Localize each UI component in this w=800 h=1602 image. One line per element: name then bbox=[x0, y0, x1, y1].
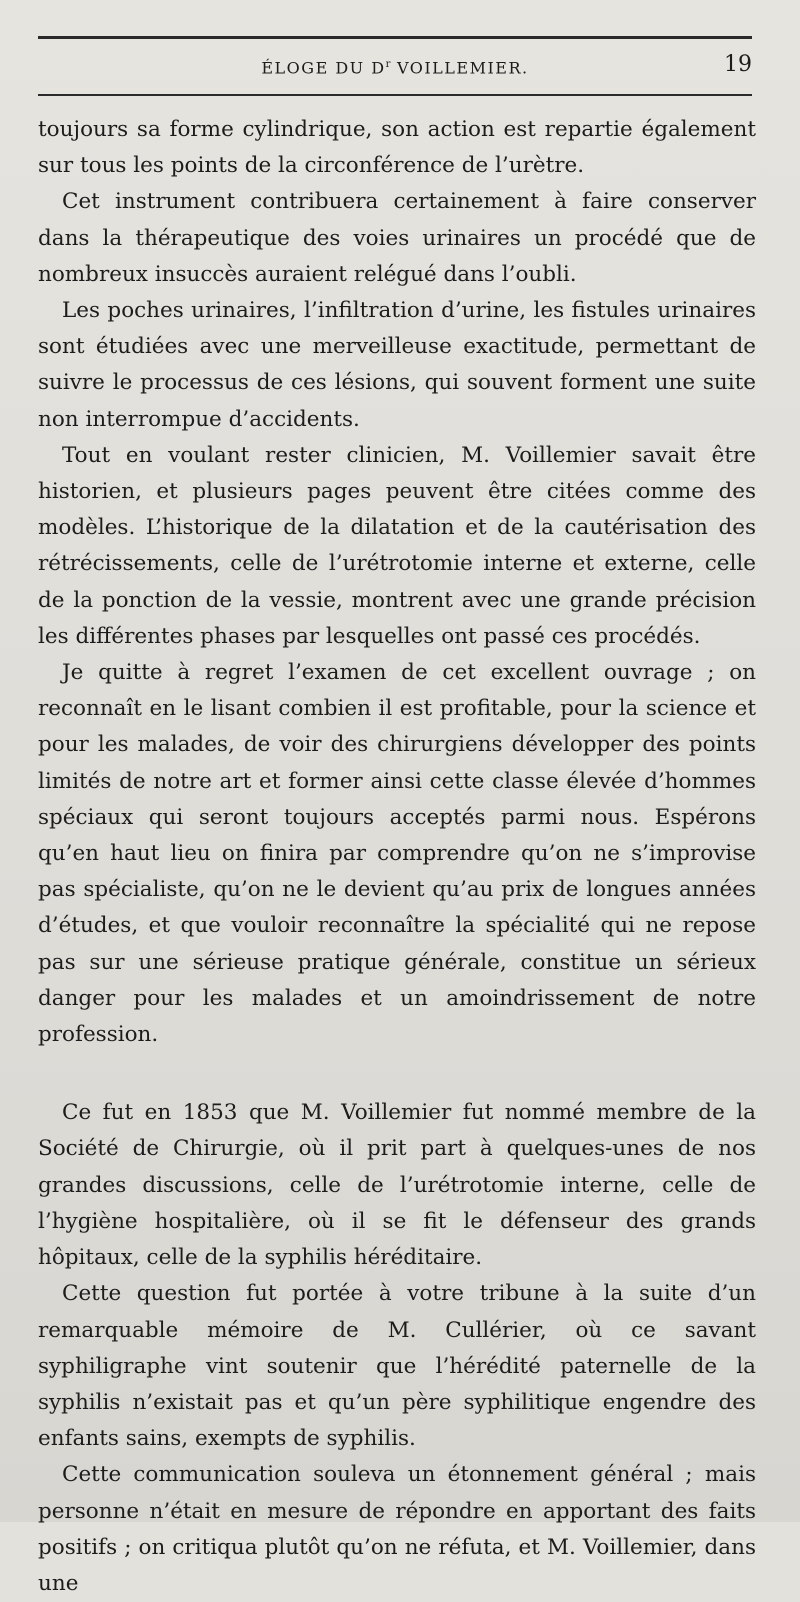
paragraph: Je quitte à regret l’examen de cet excellent ouvrage ; on reconnaît en le lisant combien il est profitable, pour la science et pour les malades, de voir des chirurgiens développer des points limités de notre art et former ainsi cette classe élevée d’hommes spéciaux qui seront toujours acceptés parmi nous. Espérons qu’en haut lieu on finira par comprendre qu’on ne s’improvise pas spécialiste, qu’on ne le devient qu’au prix de longues années d’études, et que vouloir reconnaître la spécialité qui ne repose pas sur une sérieuse pratique générale, constitue un sérieux danger pour les malades et un amoindrissement de notre profession. bbox=[38, 660, 756, 1048]
paragraph: Cette question fut portée à votre tribune à la suite d’un remarquable mémoire de M. Cullérier, où ce savant syphiligraphe vint soutenir que l’hérédité paternelle de la syphilis n’existait pas et qu’un père syphilitique engendre des enfants sains, exempts de syphilis. bbox=[38, 1281, 756, 1452]
header-rule-bottom bbox=[38, 94, 752, 96]
running-title-main: ÉLOGE DU D bbox=[261, 58, 386, 78]
paragraph: toujours sa forme cylindrique, son action est repartie également sur tous les points de la circonférence de l’urètre. bbox=[38, 117, 756, 179]
running-title bbox=[38, 50, 752, 83]
running-title-sup: r bbox=[385, 59, 391, 70]
running-head bbox=[38, 50, 752, 80]
paragraph: Ce fut en 1853 que M. Voillemier fut nommé membre de la Société de Chirurgie, où il prit part à quelques-unes de nos grandes discussions, celle de l’urétrotomie interne, celle de l’hygiène hospitalière, où il se fit le défenseur des grands hôpitaux, celle de la syphilis héréditaire. bbox=[38, 1100, 756, 1271]
section-break bbox=[38, 1053, 756, 1095]
paragraph: Tout en voulant rester clinicien, M. Voillemier savait être historien, et plusieurs pages peuvent être citées comme des modèles. L’historique de la dilatation et de la cautérisation des rétrécissements, celle de l’urétrotomie interne et externe, celle de la ponction de la vessie, montrent avec une grande précision les différentes phases par lesquelles ont passé ces procédés. bbox=[38, 442, 756, 649]
paragraph: Les poches urinaires, l’infiltration d’urine, les fistules urinaires sont étudiées avec une merveilleuse exactitude, permettant de suivre le processus de ces lésions, qui souvent forment une suite non interrompue d’accidents. bbox=[38, 298, 756, 432]
paragraph: Cette communication souleva un étonnement général ; mais personne n’était en mesure de répondre en apportant des faits positifs ; on critiqua plutôt qu’on ne réfuta, et M. Voillemier, dans une bbox=[38, 1462, 756, 1596]
page-number: 19 bbox=[724, 52, 752, 77]
paragraph: Cet instrument contribuera certainement à faire conserver dans la thérapeutique des voies urinaires un procédé que de nombreux insuccès auraient relégué dans l’oubli. bbox=[38, 189, 756, 287]
header-rule-top bbox=[38, 36, 752, 39]
body-text bbox=[38, 112, 756, 1602]
running-title-rest: VOILLEMIER. bbox=[390, 58, 529, 78]
